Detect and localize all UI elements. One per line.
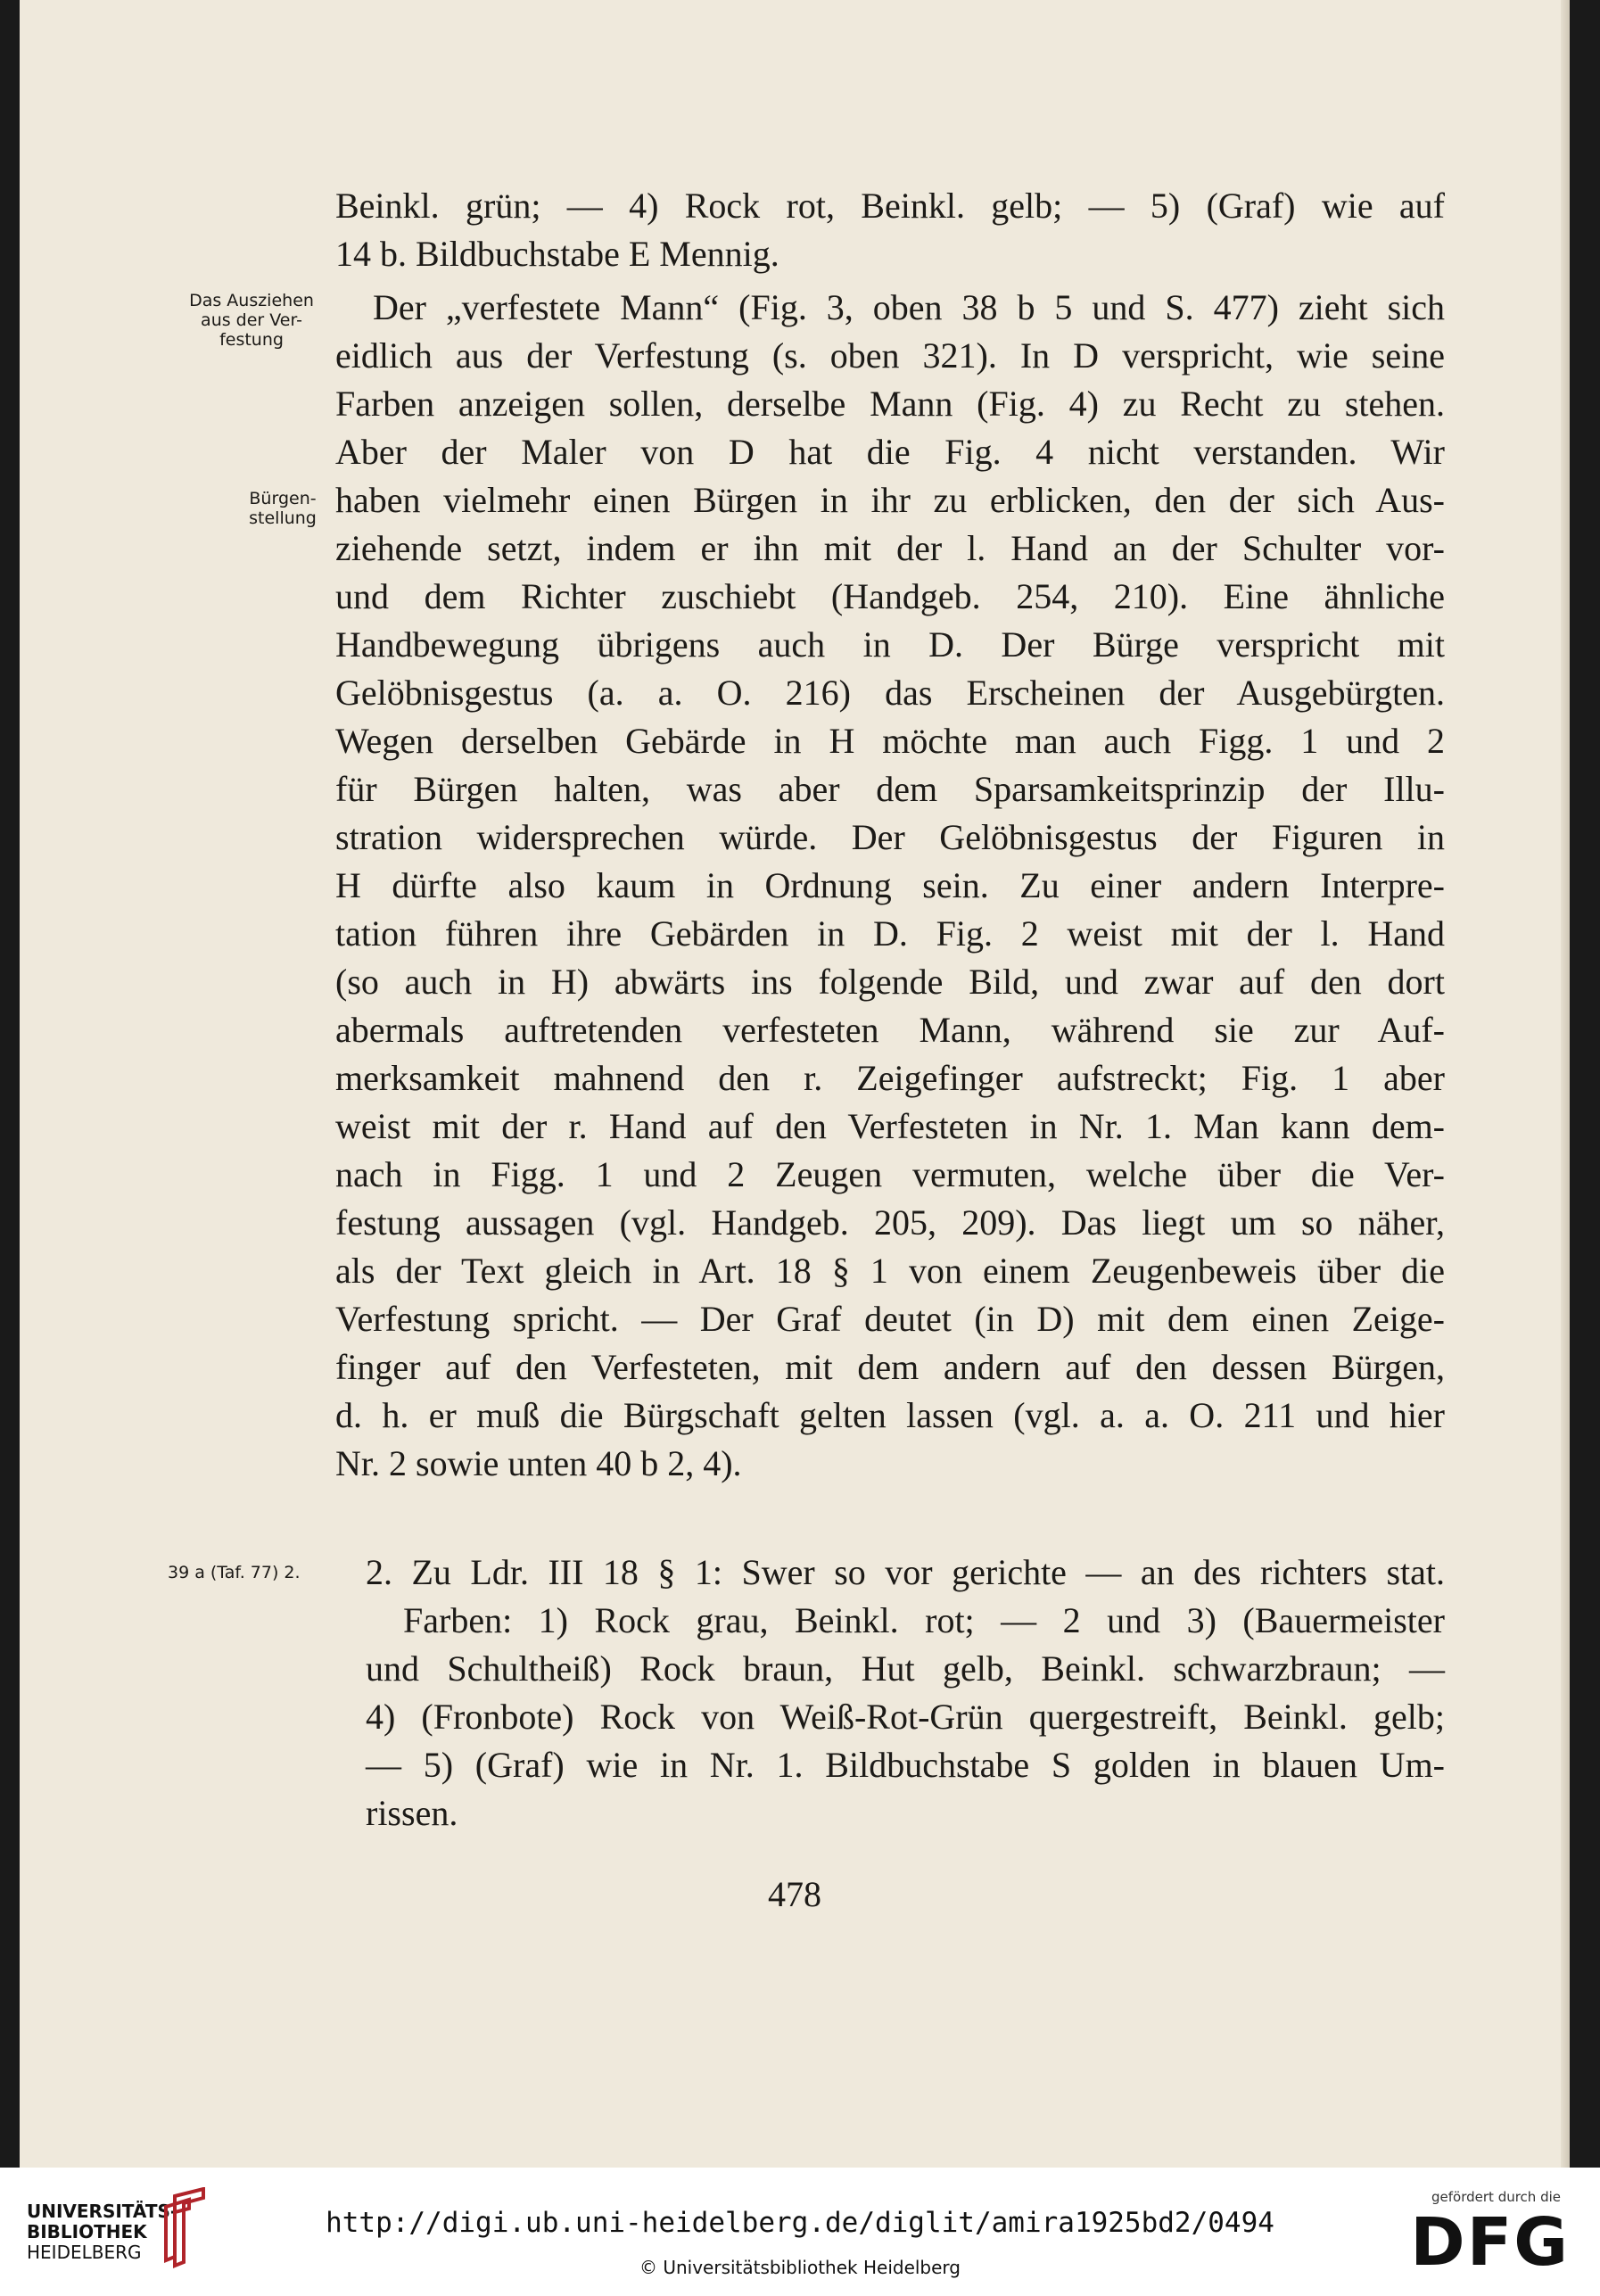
text-line: Verfestung spricht. — Der Graf deutet (in D) mit dem einen Zeige- [335, 1299, 1445, 1339]
text-line: — 5) (Graf) wie in Nr. 1. Bildbuchstabe S golden in blauen Um- [366, 1745, 1445, 1785]
text-line: tation führen ihre Gebärden in D. Fig. 2 weist mit der l. Hand [335, 913, 1445, 954]
copyright-text: © Universitätsbibliothek Heidelberg [639, 2257, 961, 2278]
text-line: und dem Richter zuschiebt (Handgeb. 254, 210). Eine ähnliche [335, 576, 1445, 616]
text-line: Nr. 2 sowie unten 40 b 2, 4). [335, 1443, 742, 1483]
margin-note-buergenstellung: Bürgen- stellung [249, 489, 317, 528]
text-line: merksamkeit mahnend den r. Zeigefinger aufstreckt; Fig. 1 aber [335, 1058, 1445, 1098]
text-line: Der „verfestete Mann“ (Fig. 3, oben 38 b 5 und S. 477) zieht sich [373, 287, 1445, 327]
text-line: weist mit der r. Hand auf den Verfesteten in Nr. 1. Man kann dem- [335, 1106, 1445, 1146]
margin-note-ausziehen: Das Ausziehen aus der Ver- festung [189, 291, 314, 350]
ub-logo-text[interactable]: UNIVERSITÄTS- BIBLIOTHEK HEIDELBERG [27, 2201, 178, 2263]
section-heading: 2. Zu Ldr. III 18 § 1: Swer so vor gerichte — an des richters stat. [366, 1552, 1445, 1592]
margin-note-plate-ref: 39 a (Taf. 77) 2. [168, 1563, 301, 1582]
text-line: Beinkl. grün; — 4) Rock rot, Beinkl. gelb; — 5) (Graf) wie auf [335, 186, 1445, 226]
text-line: (so auch in H) abwärts ins folgende Bild, und zwar auf den dort [335, 962, 1445, 1002]
text-line: eidlich aus der Verfestung (s. oben 321). In D verspricht, wie seine [335, 335, 1445, 376]
text-line: stration widersprechen würde. Der Gelöbnisgestus der Figuren in [335, 817, 1445, 857]
text-line: nach in Figg. 1 und 2 Zeugen vermuten, welche über die Ver- [335, 1154, 1445, 1194]
text-line: abermals auftretenden verfesteten Mann, während sie zur Auf- [335, 1010, 1445, 1050]
page-edge [1561, 0, 1570, 2168]
permalink-url[interactable]: http://digi.ub.uni-heidelberg.de/diglit/amira1925bd2/0494 [326, 2207, 1274, 2239]
page-number: 478 [768, 1874, 821, 1914]
funder-caption: gefördert durch die [1431, 2189, 1561, 2205]
text-line: als der Text gleich in Art. 18 § 1 von einem Zeugenbeweis über die [335, 1251, 1445, 1291]
text-line: für Bürgen halten, was aber dem Sparsamkeitsprinzip der Illu- [335, 769, 1445, 809]
text-line: festung aussagen (vgl. Handgeb. 205, 209). Das liegt um so näher, [335, 1202, 1445, 1243]
text-line: ziehende setzt, indem er ihn mit der l. Hand an der Schulter vor- [335, 528, 1445, 568]
text-line: rissen. [366, 1793, 458, 1833]
dfg-logo[interactable]: DFG [1410, 2204, 1570, 2281]
text-line: finger auf den Verfesteten, mit dem andern auf den dessen Bürgen, [335, 1347, 1445, 1387]
text-line: Wegen derselben Gebärde in H möchte man auch Figg. 1 und 2 [335, 721, 1445, 761]
text-line: Farben: 1) Rock grau, Beinkl. rot; — 2 und 3) (Bauermeister [403, 1600, 1445, 1640]
text-line: Gelöbnisgestus (a. a. O. 216) das Erscheinen der Ausgebürgten. [335, 673, 1445, 713]
text-line: 14 b. Bildbuchstabe E Mennig. [335, 234, 779, 274]
text-line: d. h. er muß die Bürgschaft gelten lassen (vgl. a. a. O. 211 und hier [335, 1395, 1445, 1435]
text-line: Handbewegung übrigens auch in D. Der Bürge verspricht mit [335, 624, 1445, 665]
text-line: Aber der Maler von D hat die Fig. 4 nicht verstanden. Wir [335, 432, 1445, 472]
text-line: Farben anzeigen sollen, derselbe Mann (Fig. 4) zu Recht zu stehen. [335, 384, 1445, 424]
text-line: und Schultheiß) Rock braun, Hut gelb, Beinkl. schwarzbraun; — [366, 1648, 1445, 1689]
text-line: H dürfte also kaum in Ordnung sein. Zu einer andern Interpre- [335, 865, 1445, 905]
text-line: haben vielmehr einen Bürgen in ihr zu erblicken, den der sich Aus- [335, 480, 1445, 520]
footer-bar [0, 2168, 1600, 2296]
scanned-page [20, 0, 1570, 2168]
text-line: 4) (Fronbote) Rock von Weiß-Rot-Grün quergestreift, Beinkl. gelb; [366, 1697, 1445, 1737]
